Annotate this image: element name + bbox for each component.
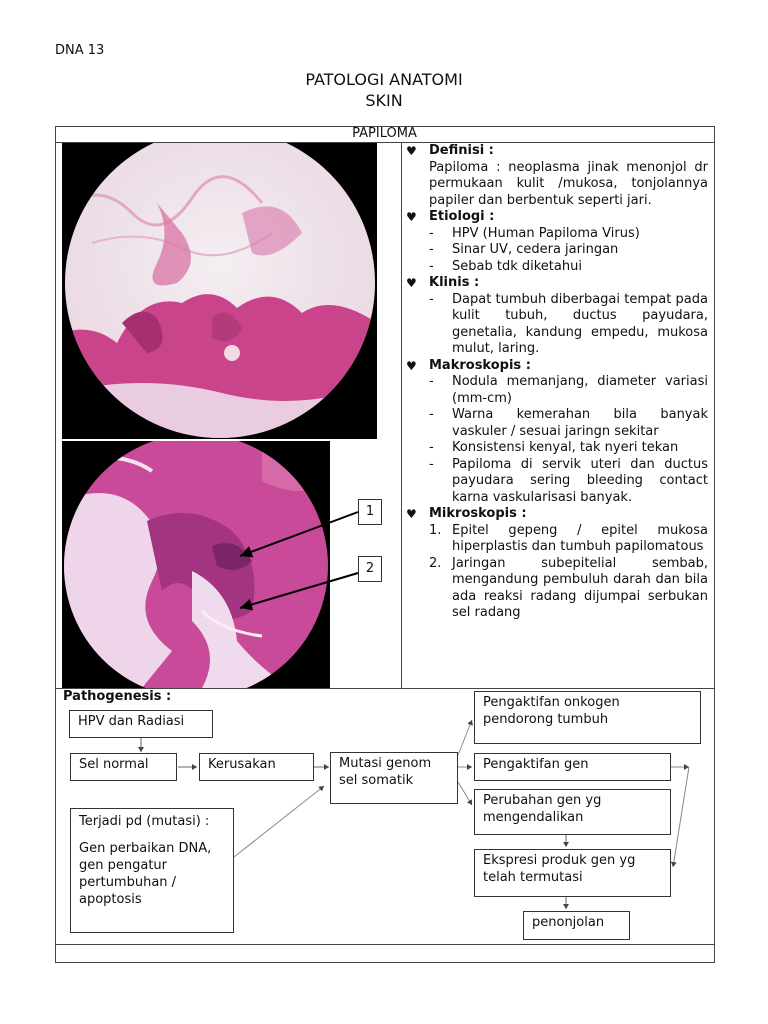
pathogenesis-label: Pathogenesis :	[63, 689, 172, 704]
flow-box-onkogen: Pengaktifan onkogen pendorong tumbuh	[474, 691, 701, 744]
definisi-section	[406, 143, 708, 209]
terjadi-title: Terjadi pd (mutasi) :	[79, 814, 210, 829]
heart-bullet-icon: ♥	[406, 144, 417, 158]
makroskopis-heading: Makroskopis :	[429, 357, 531, 373]
flow-box-hpv: HPV dan Radiasi	[69, 710, 213, 738]
mikroskopis-heading: Mikroskopis :	[429, 506, 527, 521]
mikroskopis-section	[406, 506, 708, 622]
klinis-section	[406, 275, 708, 358]
heart-bullet-icon: ♥	[406, 276, 417, 290]
flow-box-sel-normal: Sel normal	[70, 753, 177, 781]
list-item: - Nodula memanjang, diameter variasi (mm-cm)	[429, 374, 708, 406]
etiologi-heading: Etiologi :	[429, 209, 495, 224]
heart-bullet-icon: ♥	[406, 507, 417, 521]
list-item: - Sinar UV, cedera jaringan	[429, 242, 619, 257]
list-item: - HPV (Human Papiloma Virus)	[429, 225, 640, 241]
klinis-heading: Klinis :	[429, 275, 480, 290]
document-code: DNA 13	[55, 43, 105, 58]
flow-box-ekspresi: Ekspresi produk gen yg telah termutasi	[474, 849, 671, 897]
heart-bullet-icon: ♥	[406, 358, 417, 373]
list-item: - Sebab tdk diketahui	[429, 258, 582, 274]
list-item: 2. Jaringan subepitelial sembab, mengandung pembuluh darah dan bila ada reaksi radang dijumpai serbukan sel radang	[429, 555, 708, 620]
makroskopis-section	[406, 358, 708, 507]
heart-bullet-icon: ♥	[406, 210, 417, 224]
list-item: - Papiloma di servik uteri dan ductus payudara sering bleeding contact karna vaskularisasi banyak.	[429, 456, 708, 505]
etiologi-section	[406, 209, 708, 275]
list-item: 1. Epitel gepeng / epitel mukosa hiperplastis dan tumbuh papilomatous	[429, 522, 708, 554]
section-title: PAPILOMA	[352, 126, 417, 141]
flow-box-terjadi	[70, 808, 234, 933]
definisi-text: Papiloma : neoplasma jinak menonjol dr permukaan kulit /mukosa, tonjolannya papiler dan berbentuk seperti jari.	[429, 159, 708, 208]
flow-box-penonjolan: penonjolan	[523, 911, 630, 940]
description-column	[406, 143, 708, 622]
page-subtitle: SKIN	[365, 91, 403, 110]
list-item: - Konsistensi kenyal, tak nyeri tekan	[429, 440, 679, 455]
flow-box-kerusakan: Kerusakan	[199, 753, 314, 781]
terjadi-body: Gen perbaikan DNA, gen pengatur pertumbuhan / apoptosis	[79, 841, 212, 907]
marker-2: 2	[358, 556, 382, 582]
flow-box-perubahan: Perubahan gen yg mengendalikan	[474, 789, 671, 835]
page-title: PATOLOGI ANATOMI	[305, 70, 463, 89]
flow-box-pengaktifan-gen: Pengaktifan gen	[474, 753, 671, 781]
definisi-heading: Definisi :	[429, 143, 494, 158]
list-item: - Dapat tumbuh diberbagai tempat pada kulit tubuh, ductus payudara, genetalia, kandung empedu, mukosa mulut, laring.	[429, 291, 708, 356]
flow-box-mutasi: Mutasi genom sel somatik	[330, 752, 458, 804]
marker-1: 1	[358, 499, 382, 525]
list-item: - Warna kemerahan bila banyak vaskuler / sesuai jaringn sekitar	[429, 407, 708, 439]
